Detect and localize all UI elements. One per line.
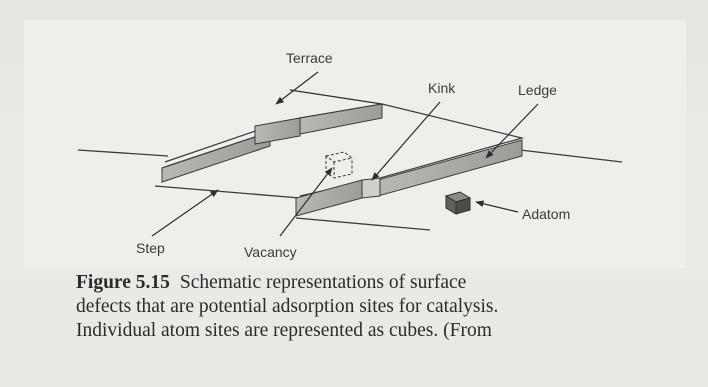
label-adatom: Adatom [522, 206, 571, 222]
surface-line-left [78, 150, 168, 156]
lower-front-edge [296, 218, 430, 230]
kink-cube [362, 178, 380, 198]
terrace-arrow [276, 72, 318, 104]
surface-line-right [520, 150, 622, 162]
lower-terrace-edge [155, 186, 300, 198]
step-face-mid [300, 104, 382, 134]
terrace-leader-horizontal [290, 90, 382, 104]
adatom-arrow [476, 202, 518, 212]
figure-number: Figure 5.15 [76, 272, 170, 293]
label-ledge: Ledge [518, 82, 557, 98]
figure-caption [76, 271, 696, 343]
caption-text-1: Schematic representations of surface [179, 272, 467, 293]
adatom-cube [446, 192, 470, 214]
caption-line-2: defects that are potential adsorption sites for catalysis. [76, 296, 499, 317]
caption-line-3: Individual atom sites are represented as cubes. (From [76, 320, 492, 341]
step-face-kink [255, 118, 300, 144]
label-vacancy: Vacancy [244, 244, 297, 260]
vacancy-cube [326, 152, 352, 178]
step-arrow [152, 190, 218, 236]
label-terrace: Terrace [286, 50, 333, 66]
label-step: Step [136, 240, 165, 256]
caption-line-1 [76, 271, 696, 295]
label-kink: Kink [428, 80, 456, 96]
step-face-vacancy [296, 180, 362, 216]
